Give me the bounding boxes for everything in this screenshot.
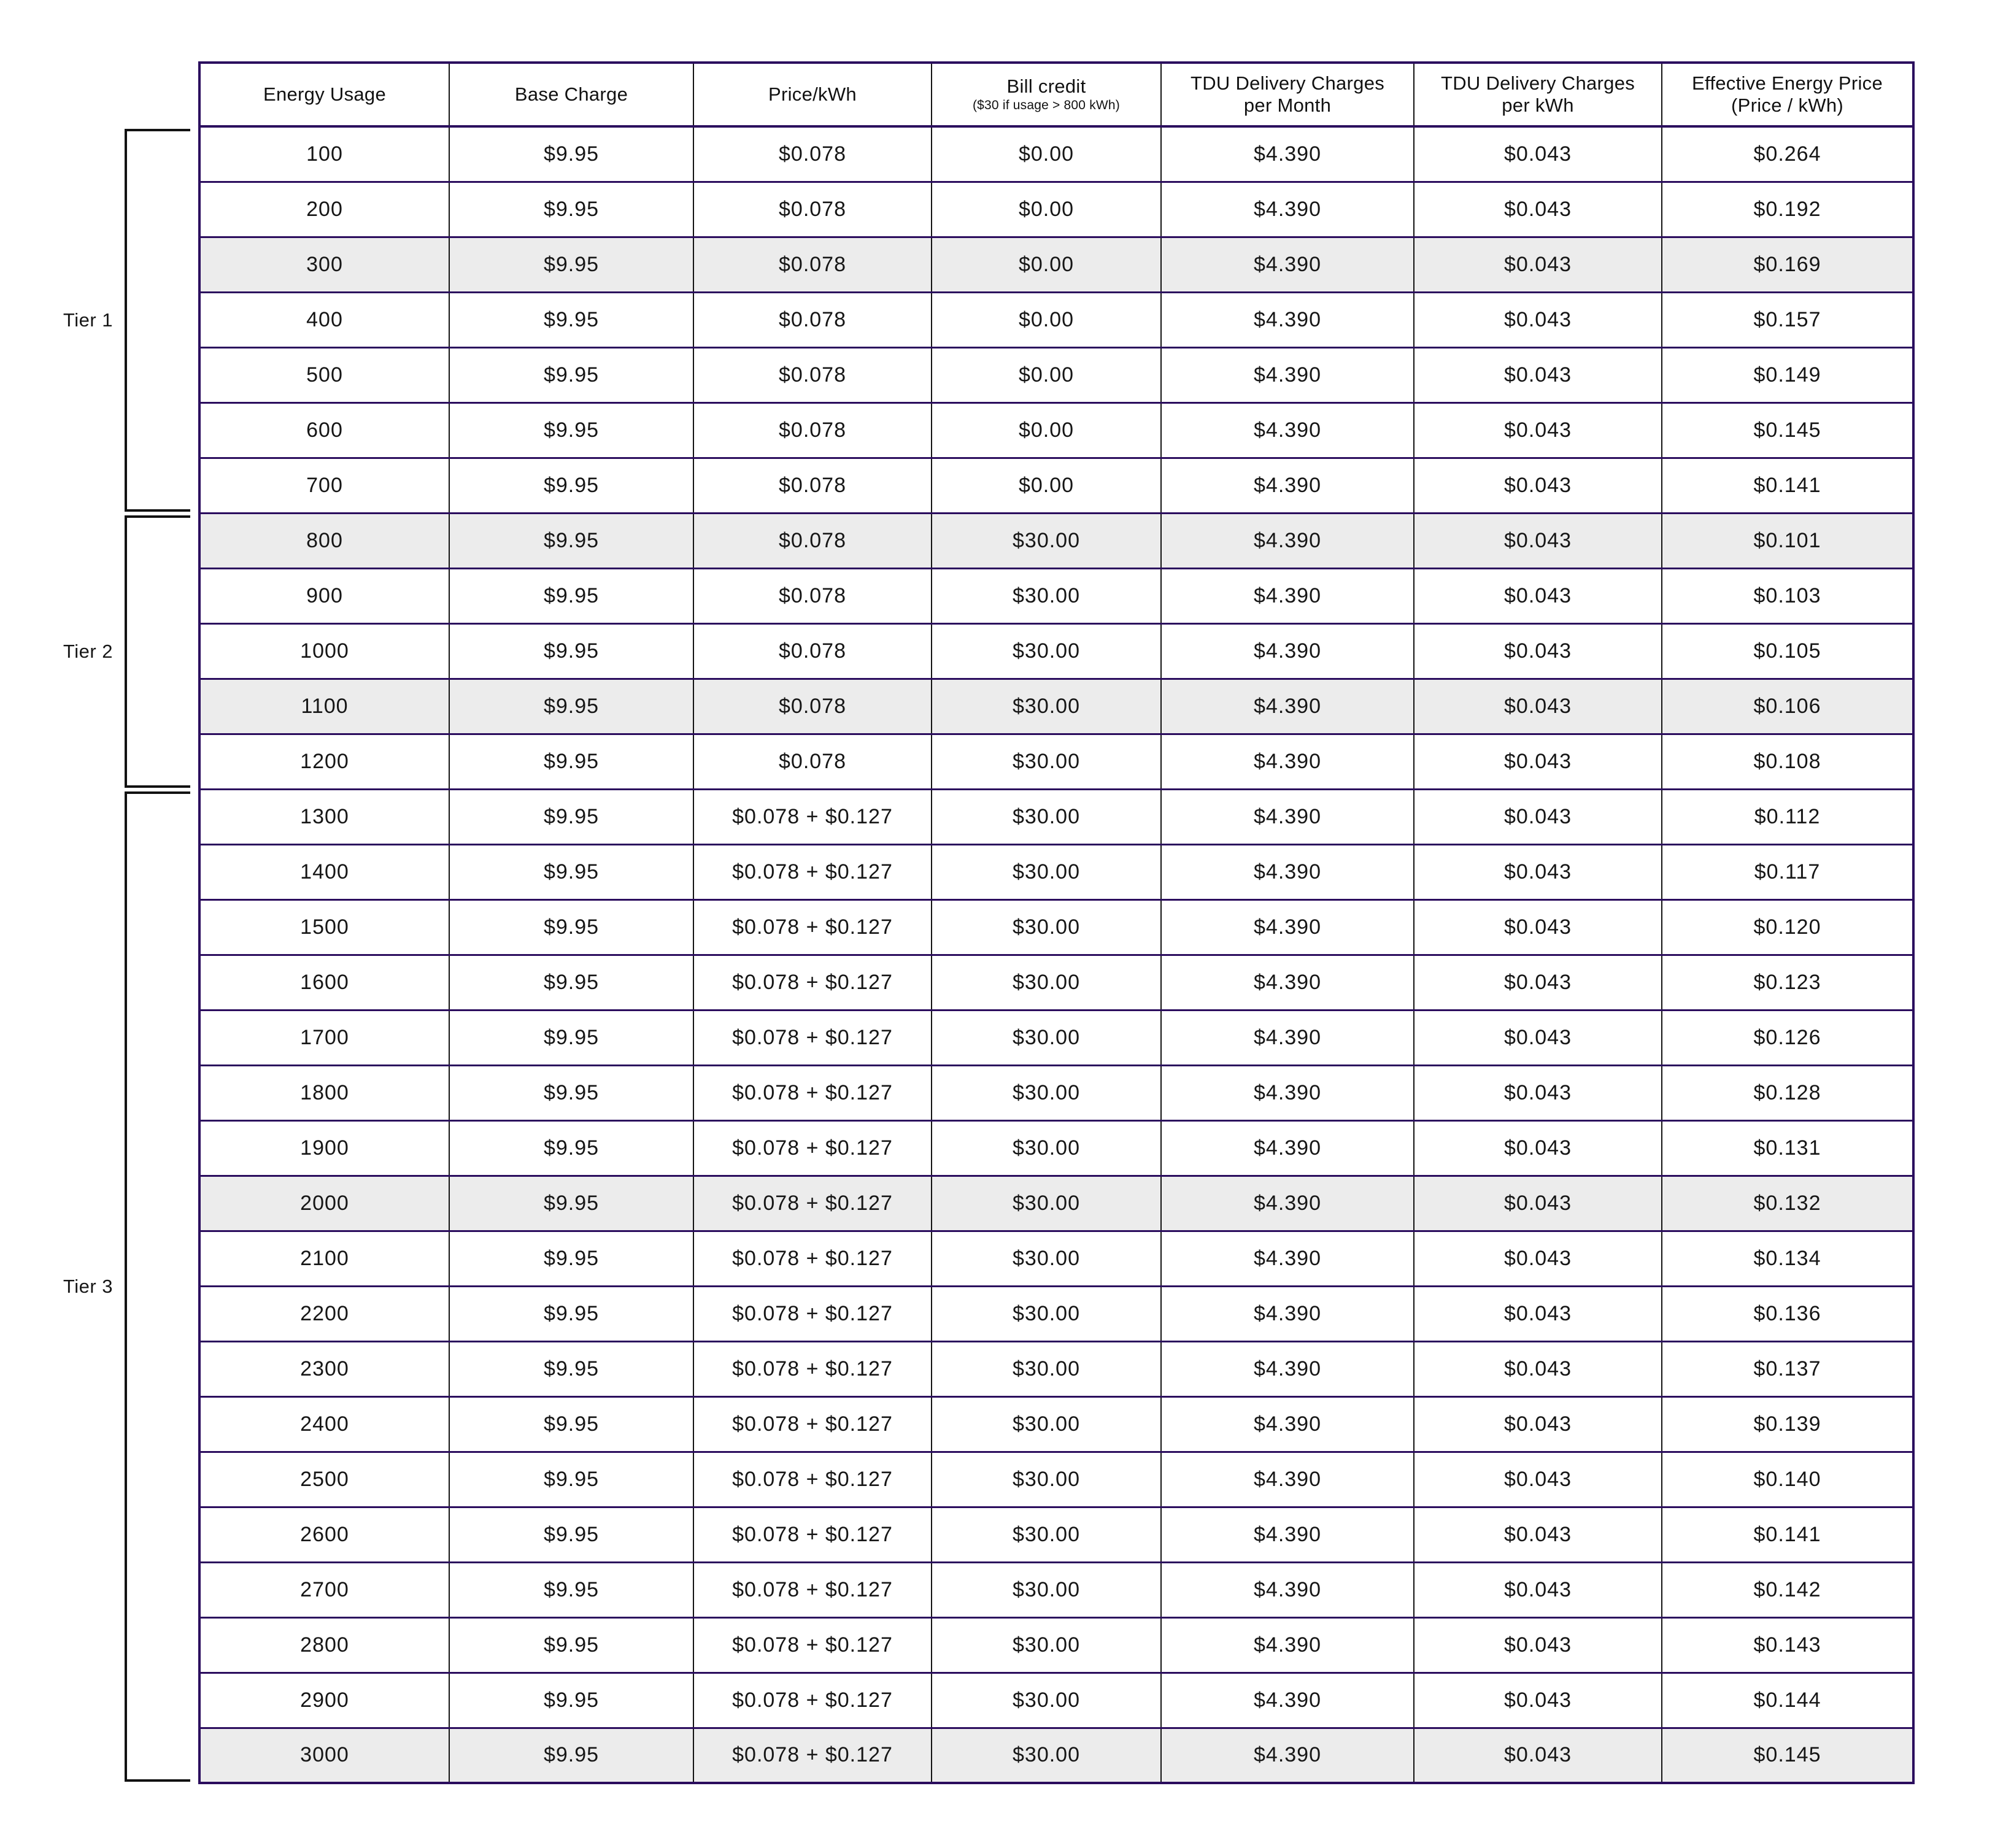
cell-tdu-charges-per-month: $4.390 xyxy=(1161,182,1414,237)
cell-base-charge: $9.95 xyxy=(449,734,693,789)
cell-base-charge: $9.95 xyxy=(449,402,693,458)
cell-price-per-kwh: $0.078 + $0.127 xyxy=(693,1507,932,1562)
cell-tdu-charges-per-month: $4.390 xyxy=(1161,955,1414,1010)
cell-energy-usage: 1300 xyxy=(199,789,449,844)
col-header-tdu-charges-per-month xyxy=(1161,63,1414,126)
cell-effective-energy-price: $0.140 xyxy=(1662,1452,1913,1507)
cell-tdu-charges-per-month: $4.390 xyxy=(1161,568,1414,623)
cell-tdu-charges-per-month: $4.390 xyxy=(1161,1507,1414,1562)
tier-2-bracket xyxy=(125,515,190,788)
cell-effective-energy-price: $0.132 xyxy=(1662,1176,1913,1231)
cell-tdu-charges-per-month: $4.390 xyxy=(1161,1231,1414,1286)
cell-price-per-kwh: $0.078 xyxy=(693,513,932,568)
cell-base-charge: $9.95 xyxy=(449,1231,693,1286)
cell-base-charge: $9.95 xyxy=(449,568,693,623)
cell-price-per-kwh: $0.078 xyxy=(693,347,932,402)
cell-effective-energy-price: $0.157 xyxy=(1662,292,1913,347)
cell-price-per-kwh: $0.078 + $0.127 xyxy=(693,1286,932,1341)
cell-tdu-charges-per-kwh: $0.043 xyxy=(1414,1341,1662,1396)
cell-base-charge: $9.95 xyxy=(449,1286,693,1341)
cell-price-per-kwh: $0.078 + $0.127 xyxy=(693,1728,932,1783)
cell-bill-credit: $0.00 xyxy=(932,402,1161,458)
cell-energy-usage: 400 xyxy=(199,292,449,347)
cell-bill-credit: $30.00 xyxy=(932,1507,1161,1562)
cell-price-per-kwh: $0.078 xyxy=(693,568,932,623)
cell-energy-usage: 2000 xyxy=(199,1176,449,1231)
cell-energy-usage: 200 xyxy=(199,182,449,237)
cell-tdu-charges-per-month: $4.390 xyxy=(1161,237,1414,292)
cell-price-per-kwh: $0.078 + $0.127 xyxy=(693,1341,932,1396)
cell-tdu-charges-per-month: $4.390 xyxy=(1161,844,1414,899)
col-header-label: Effective Energy Price xyxy=(1692,72,1883,94)
cell-tdu-charges-per-kwh: $0.043 xyxy=(1414,955,1662,1010)
col-header-label-line2: per kWh xyxy=(1502,94,1574,116)
cell-tdu-charges-per-kwh: $0.043 xyxy=(1414,844,1662,899)
cell-tdu-charges-per-kwh: $0.043 xyxy=(1414,1396,1662,1452)
cell-price-per-kwh: $0.078 xyxy=(693,402,932,458)
cell-energy-usage: 100 xyxy=(199,126,449,182)
cell-bill-credit: $30.00 xyxy=(932,623,1161,679)
table-row-usage-1800 xyxy=(199,1065,1913,1120)
col-header-label: Bill credit xyxy=(1006,75,1086,97)
table-row-usage-2300 xyxy=(199,1341,1913,1396)
cell-effective-energy-price: $0.106 xyxy=(1662,679,1913,734)
cell-tdu-charges-per-month: $4.390 xyxy=(1161,1452,1414,1507)
cell-tdu-charges-per-kwh: $0.043 xyxy=(1414,1176,1662,1231)
table-row-usage-1700 xyxy=(199,1010,1913,1065)
cell-tdu-charges-per-kwh: $0.043 xyxy=(1414,237,1662,292)
cell-energy-usage: 2300 xyxy=(199,1341,449,1396)
cell-tdu-charges-per-month: $4.390 xyxy=(1161,679,1414,734)
cell-energy-usage: 900 xyxy=(199,568,449,623)
table-row-usage-1000 xyxy=(199,623,1913,679)
table-row-usage-3000 xyxy=(199,1728,1913,1783)
cell-effective-energy-price: $0.142 xyxy=(1662,1562,1913,1617)
col-header-label: Price/kWh xyxy=(768,83,857,105)
tier-1-bracket xyxy=(125,129,190,512)
cell-tdu-charges-per-month: $4.390 xyxy=(1161,623,1414,679)
cell-bill-credit: $0.00 xyxy=(932,237,1161,292)
table-row-usage-2200 xyxy=(199,1286,1913,1341)
tier-2-label: Tier 2 xyxy=(63,641,113,662)
cell-tdu-charges-per-month: $4.390 xyxy=(1161,126,1414,182)
cell-effective-energy-price: $0.128 xyxy=(1662,1065,1913,1120)
cell-effective-energy-price: $0.120 xyxy=(1662,899,1913,955)
cell-base-charge: $9.95 xyxy=(449,1452,693,1507)
cell-tdu-charges-per-kwh: $0.043 xyxy=(1414,1452,1662,1507)
cell-energy-usage: 800 xyxy=(199,513,449,568)
cell-energy-usage: 2500 xyxy=(199,1452,449,1507)
col-header-energy-usage xyxy=(199,63,449,126)
cell-bill-credit: $30.00 xyxy=(932,1562,1161,1617)
cell-base-charge: $9.95 xyxy=(449,1396,693,1452)
cell-effective-energy-price: $0.136 xyxy=(1662,1286,1913,1341)
cell-bill-credit: $0.00 xyxy=(932,292,1161,347)
cell-tdu-charges-per-month: $4.390 xyxy=(1161,1562,1414,1617)
table-row-usage-2100 xyxy=(199,1231,1913,1286)
cell-effective-energy-price: $0.108 xyxy=(1662,734,1913,789)
cell-bill-credit: $30.00 xyxy=(932,679,1161,734)
cell-bill-credit: $30.00 xyxy=(932,734,1161,789)
cell-tdu-charges-per-kwh: $0.043 xyxy=(1414,1065,1662,1120)
cell-energy-usage: 1900 xyxy=(199,1120,449,1176)
cell-base-charge: $9.95 xyxy=(449,1065,693,1120)
cell-energy-usage: 2100 xyxy=(199,1231,449,1286)
cell-price-per-kwh: $0.078 xyxy=(693,292,932,347)
cell-price-per-kwh: $0.078 + $0.127 xyxy=(693,1065,932,1120)
header-row xyxy=(199,63,1913,126)
cell-tdu-charges-per-month: $4.390 xyxy=(1161,789,1414,844)
cell-base-charge: $9.95 xyxy=(449,1176,693,1231)
table-row-usage-300 xyxy=(199,237,1913,292)
col-header-label: Energy Usage xyxy=(263,83,387,105)
cell-tdu-charges-per-kwh: $0.043 xyxy=(1414,1231,1662,1286)
cell-price-per-kwh: $0.078 + $0.127 xyxy=(693,1452,932,1507)
cell-tdu-charges-per-month: $4.390 xyxy=(1161,734,1414,789)
tier-3-bracket xyxy=(125,791,190,1782)
cell-bill-credit: $30.00 xyxy=(932,1396,1161,1452)
cell-bill-credit: $30.00 xyxy=(932,568,1161,623)
cell-tdu-charges-per-kwh: $0.043 xyxy=(1414,789,1662,844)
cell-bill-credit: $0.00 xyxy=(932,126,1161,182)
cell-base-charge: $9.95 xyxy=(449,1562,693,1617)
cell-bill-credit: $30.00 xyxy=(932,513,1161,568)
cell-effective-energy-price: $0.112 xyxy=(1662,789,1913,844)
cell-energy-usage: 1500 xyxy=(199,899,449,955)
cell-energy-usage: 2800 xyxy=(199,1617,449,1673)
tier-3-label: Tier 3 xyxy=(63,1276,113,1297)
cell-tdu-charges-per-kwh: $0.043 xyxy=(1414,1728,1662,1783)
cell-bill-credit: $30.00 xyxy=(932,1452,1161,1507)
cell-effective-energy-price: $0.141 xyxy=(1662,1507,1913,1562)
cell-bill-credit: $30.00 xyxy=(932,1065,1161,1120)
col-header-label: Base Charge xyxy=(514,83,628,105)
col-header-price-per-kwh xyxy=(693,63,932,126)
cell-energy-usage: 1700 xyxy=(199,1010,449,1065)
cell-tdu-charges-per-kwh: $0.043 xyxy=(1414,1507,1662,1562)
table-row-usage-1300 xyxy=(199,789,1913,844)
cell-tdu-charges-per-month: $4.390 xyxy=(1161,1010,1414,1065)
cell-energy-usage: 1200 xyxy=(199,734,449,789)
cell-bill-credit: $0.00 xyxy=(932,347,1161,402)
col-header-label: TDU Delivery Charges xyxy=(1190,72,1385,94)
cell-energy-usage: 300 xyxy=(199,237,449,292)
cell-tdu-charges-per-kwh: $0.043 xyxy=(1414,1562,1662,1617)
col-header-label-line2: (Price / kWh) xyxy=(1731,94,1843,116)
col-header-bill-credit xyxy=(932,63,1161,126)
cell-energy-usage: 1100 xyxy=(199,679,449,734)
pricing-table xyxy=(198,61,1915,1784)
cell-bill-credit: $30.00 xyxy=(932,1176,1161,1231)
cell-bill-credit: $0.00 xyxy=(932,458,1161,513)
cell-tdu-charges-per-kwh: $0.043 xyxy=(1414,568,1662,623)
cell-bill-credit: $30.00 xyxy=(932,899,1161,955)
cell-tdu-charges-per-kwh: $0.043 xyxy=(1414,458,1662,513)
cell-price-per-kwh: $0.078 xyxy=(693,182,932,237)
table-row-usage-100 xyxy=(199,126,1913,182)
cell-tdu-charges-per-kwh: $0.043 xyxy=(1414,292,1662,347)
cell-bill-credit: $30.00 xyxy=(932,1286,1161,1341)
cell-tdu-charges-per-month: $4.390 xyxy=(1161,1120,1414,1176)
table-row-usage-1100 xyxy=(199,679,1913,734)
cell-price-per-kwh: $0.078 + $0.127 xyxy=(693,1231,932,1286)
cell-tdu-charges-per-month: $4.390 xyxy=(1161,1728,1414,1783)
cell-tdu-charges-per-kwh: $0.043 xyxy=(1414,182,1662,237)
cell-energy-usage: 600 xyxy=(199,402,449,458)
cell-bill-credit: $30.00 xyxy=(932,1010,1161,1065)
cell-effective-energy-price: $0.141 xyxy=(1662,458,1913,513)
cell-tdu-charges-per-month: $4.390 xyxy=(1161,458,1414,513)
cell-effective-energy-price: $0.192 xyxy=(1662,182,1913,237)
cell-price-per-kwh: $0.078 xyxy=(693,623,932,679)
cell-bill-credit: $30.00 xyxy=(932,789,1161,844)
table-row-usage-1200 xyxy=(199,734,1913,789)
cell-base-charge: $9.95 xyxy=(449,955,693,1010)
cell-energy-usage: 2200 xyxy=(199,1286,449,1341)
cell-effective-energy-price: $0.101 xyxy=(1662,513,1913,568)
cell-effective-energy-price: $0.143 xyxy=(1662,1617,1913,1673)
cell-tdu-charges-per-month: $4.390 xyxy=(1161,402,1414,458)
cell-base-charge: $9.95 xyxy=(449,623,693,679)
table-row-usage-2400 xyxy=(199,1396,1913,1452)
cell-base-charge: $9.95 xyxy=(449,1617,693,1673)
cell-price-per-kwh: $0.078 + $0.127 xyxy=(693,1010,932,1065)
cell-price-per-kwh: $0.078 + $0.127 xyxy=(693,789,932,844)
cell-bill-credit: $0.00 xyxy=(932,182,1161,237)
cell-energy-usage: 1000 xyxy=(199,623,449,679)
col-header-label-line2: per Month xyxy=(1243,94,1332,116)
cell-price-per-kwh: $0.078 + $0.127 xyxy=(693,1176,932,1231)
table-row-usage-2500 xyxy=(199,1452,1913,1507)
cell-tdu-charges-per-kwh: $0.043 xyxy=(1414,126,1662,182)
cell-energy-usage: 1600 xyxy=(199,955,449,1010)
cell-tdu-charges-per-kwh: $0.043 xyxy=(1414,623,1662,679)
cell-energy-usage: 2400 xyxy=(199,1396,449,1452)
cell-base-charge: $9.95 xyxy=(449,458,693,513)
cell-tdu-charges-per-kwh: $0.043 xyxy=(1414,1286,1662,1341)
cell-base-charge: $9.95 xyxy=(449,1728,693,1783)
col-header-base-charge xyxy=(449,63,693,126)
cell-base-charge: $9.95 xyxy=(449,1341,693,1396)
cell-effective-energy-price: $0.145 xyxy=(1662,1728,1913,1783)
cell-base-charge: $9.95 xyxy=(449,899,693,955)
cell-effective-energy-price: $0.144 xyxy=(1662,1673,1913,1728)
cell-price-per-kwh: $0.078 + $0.127 xyxy=(693,1120,932,1176)
cell-base-charge: $9.95 xyxy=(449,126,693,182)
cell-effective-energy-price: $0.145 xyxy=(1662,402,1913,458)
cell-energy-usage: 1800 xyxy=(199,1065,449,1120)
cell-base-charge: $9.95 xyxy=(449,182,693,237)
cell-tdu-charges-per-month: $4.390 xyxy=(1161,513,1414,568)
table-row-usage-1600 xyxy=(199,955,1913,1010)
cell-effective-energy-price: $0.117 xyxy=(1662,844,1913,899)
col-header-tdu-charges-per-kwh xyxy=(1414,63,1662,126)
table-row-usage-700 xyxy=(199,458,1913,513)
cell-price-per-kwh: $0.078 + $0.127 xyxy=(693,1617,932,1673)
cell-tdu-charges-per-month: $4.390 xyxy=(1161,899,1414,955)
cell-effective-energy-price: $0.131 xyxy=(1662,1120,1913,1176)
cell-energy-usage: 700 xyxy=(199,458,449,513)
cell-price-per-kwh: $0.078 + $0.127 xyxy=(693,955,932,1010)
cell-energy-usage: 2900 xyxy=(199,1673,449,1728)
cell-tdu-charges-per-month: $4.390 xyxy=(1161,1673,1414,1728)
cell-base-charge: $9.95 xyxy=(449,237,693,292)
cell-effective-energy-price: $0.169 xyxy=(1662,237,1913,292)
cell-bill-credit: $30.00 xyxy=(932,1341,1161,1396)
cell-price-per-kwh: $0.078 xyxy=(693,679,932,734)
col-header-note: ($30 if usage > 800 kWh) xyxy=(972,98,1120,112)
col-header-label: TDU Delivery Charges xyxy=(1440,72,1635,94)
cell-tdu-charges-per-month: $4.390 xyxy=(1161,1617,1414,1673)
cell-effective-energy-price: $0.264 xyxy=(1662,126,1913,182)
cell-base-charge: $9.95 xyxy=(449,347,693,402)
cell-energy-usage: 2700 xyxy=(199,1562,449,1617)
cell-tdu-charges-per-kwh: $0.043 xyxy=(1414,1617,1662,1673)
cell-effective-energy-price: $0.134 xyxy=(1662,1231,1913,1286)
table-header xyxy=(199,63,1913,126)
cell-price-per-kwh: $0.078 xyxy=(693,458,932,513)
cell-price-per-kwh: $0.078 + $0.127 xyxy=(693,1562,932,1617)
cell-tdu-charges-per-kwh: $0.043 xyxy=(1414,1673,1662,1728)
cell-price-per-kwh: $0.078 xyxy=(693,734,932,789)
cell-tdu-charges-per-month: $4.390 xyxy=(1161,1396,1414,1452)
cell-bill-credit: $30.00 xyxy=(932,1231,1161,1286)
cell-price-per-kwh: $0.078 xyxy=(693,126,932,182)
cell-bill-credit: $30.00 xyxy=(932,1120,1161,1176)
cell-base-charge: $9.95 xyxy=(449,844,693,899)
table-row-usage-500 xyxy=(199,347,1913,402)
table-row-usage-1900 xyxy=(199,1120,1913,1176)
cell-base-charge: $9.95 xyxy=(449,1673,693,1728)
table-row-usage-2000 xyxy=(199,1176,1913,1231)
cell-effective-energy-price: $0.123 xyxy=(1662,955,1913,1010)
cell-base-charge: $9.95 xyxy=(449,513,693,568)
cell-tdu-charges-per-month: $4.390 xyxy=(1161,1286,1414,1341)
cell-energy-usage: 1400 xyxy=(199,844,449,899)
cell-tdu-charges-per-month: $4.390 xyxy=(1161,347,1414,402)
cell-tdu-charges-per-month: $4.390 xyxy=(1161,292,1414,347)
cell-tdu-charges-per-kwh: $0.043 xyxy=(1414,734,1662,789)
table-row-usage-1500 xyxy=(199,899,1913,955)
cell-price-per-kwh: $0.078 + $0.127 xyxy=(693,844,932,899)
cell-base-charge: $9.95 xyxy=(449,1010,693,1065)
table-row-usage-1400 xyxy=(199,844,1913,899)
table-row-usage-600 xyxy=(199,402,1913,458)
table-row-usage-800 xyxy=(199,513,1913,568)
table-row-usage-400 xyxy=(199,292,1913,347)
cell-base-charge: $9.95 xyxy=(449,789,693,844)
cell-base-charge: $9.95 xyxy=(449,1120,693,1176)
cell-price-per-kwh: $0.078 + $0.127 xyxy=(693,899,932,955)
cell-tdu-charges-per-kwh: $0.043 xyxy=(1414,1120,1662,1176)
cell-bill-credit: $30.00 xyxy=(932,1673,1161,1728)
cell-effective-energy-price: $0.105 xyxy=(1662,623,1913,679)
table-row-usage-900 xyxy=(199,568,1913,623)
cell-energy-usage: 3000 xyxy=(199,1728,449,1783)
cell-bill-credit: $30.00 xyxy=(932,1728,1161,1783)
cell-effective-energy-price: $0.103 xyxy=(1662,568,1913,623)
cell-bill-credit: $30.00 xyxy=(932,1617,1161,1673)
cell-tdu-charges-per-month: $4.390 xyxy=(1161,1176,1414,1231)
cell-effective-energy-price: $0.139 xyxy=(1662,1396,1913,1452)
cell-base-charge: $9.95 xyxy=(449,292,693,347)
table-row-usage-2900 xyxy=(199,1673,1913,1728)
cell-base-charge: $9.95 xyxy=(449,1507,693,1562)
cell-tdu-charges-per-kwh: $0.043 xyxy=(1414,347,1662,402)
cell-tdu-charges-per-month: $4.390 xyxy=(1161,1341,1414,1396)
cell-tdu-charges-per-kwh: $0.043 xyxy=(1414,1010,1662,1065)
tier-1-label: Tier 1 xyxy=(63,309,113,331)
cell-energy-usage: 500 xyxy=(199,347,449,402)
cell-energy-usage: 2600 xyxy=(199,1507,449,1562)
cell-price-per-kwh: $0.078 + $0.127 xyxy=(693,1673,932,1728)
cell-tdu-charges-per-kwh: $0.043 xyxy=(1414,513,1662,568)
table-row-usage-2600 xyxy=(199,1507,1913,1562)
cell-effective-energy-price: $0.137 xyxy=(1662,1341,1913,1396)
cell-tdu-charges-per-kwh: $0.043 xyxy=(1414,899,1662,955)
cell-effective-energy-price: $0.126 xyxy=(1662,1010,1913,1065)
cell-bill-credit: $30.00 xyxy=(932,844,1161,899)
col-header-effective-energy-price xyxy=(1662,63,1913,126)
cell-base-charge: $9.95 xyxy=(449,679,693,734)
table-body xyxy=(199,126,1913,1783)
cell-tdu-charges-per-month: $4.390 xyxy=(1161,1065,1414,1120)
cell-bill-credit: $30.00 xyxy=(932,955,1161,1010)
cell-price-per-kwh: $0.078 xyxy=(693,237,932,292)
cell-tdu-charges-per-kwh: $0.043 xyxy=(1414,679,1662,734)
cell-effective-energy-price: $0.149 xyxy=(1662,347,1913,402)
cell-price-per-kwh: $0.078 + $0.127 xyxy=(693,1396,932,1452)
table-row-usage-2700 xyxy=(199,1562,1913,1617)
cell-tdu-charges-per-kwh: $0.043 xyxy=(1414,402,1662,458)
table-row-usage-200 xyxy=(199,182,1913,237)
table-row-usage-2800 xyxy=(199,1617,1913,1673)
